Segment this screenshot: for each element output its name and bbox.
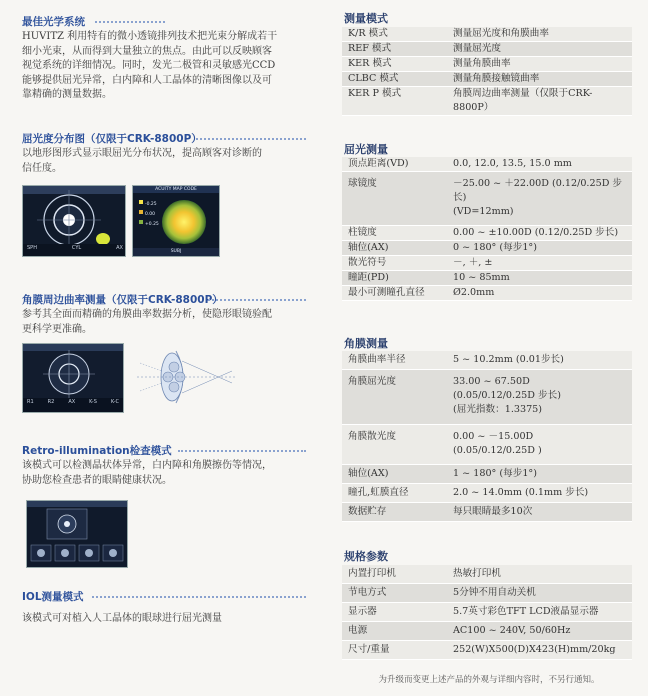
mode-table [342,27,632,116]
row-value: 0.0, 12.0, 13.5, 15.0 mm [447,157,632,172]
table-row [342,565,632,584]
section-title-acuity-map: 屈光度分布图（仅限于CRK-8800P） [22,133,202,145]
row-key: 内置打印机 [342,565,447,584]
row-key: 轴位(AX) [342,241,447,256]
row-key: 角膜曲率半径 [342,351,447,370]
row-key: REF 模式 [342,42,447,57]
table-row [342,256,632,271]
row-value: 测量屈光度和角膜曲率 [447,27,632,42]
screen-label: CYL [71,245,82,251]
table-row [342,57,632,72]
row-value: 5 ~ 10.2mm (0.01步长) [447,351,632,370]
row-value: 0.00 ~ ±10.00D (0.12/0.25D 步长) [447,226,632,241]
table-row [342,351,632,370]
section-text-optics: HUVITZ 利用特有的微小透镜排列技术把光束分解成若干 细小光束，从而得到大量独立的焦点。由此可以反映顾客 视觉系统的详细情况。同时，发光二极管和灵敏感光CCD 能够提供屈光异常，白内障和人工晶体的清晰图像以及可 靠精确的测量数据。 [22,31,278,100]
row-value: 测量角膜曲率 [447,57,632,72]
row-value: 10 ~ 85mm [447,271,632,286]
table-row [342,172,632,226]
screen-label: AX [116,245,123,251]
row-value: 角膜周边曲率测量（仅限于CRK-8800P） [447,87,632,116]
table-row [342,465,632,484]
row-value: 热敏打印机 [447,565,632,584]
row-key: KER 模式 [342,57,447,72]
row-value: 5分钟不用自动关机 [447,584,632,603]
retro-screen-image [26,500,128,568]
table-row [342,503,632,522]
right-column [330,0,648,696]
section-text-iol: 该模式可对植入人工晶体的眼球进行屈光测量 [22,613,222,624]
map-legend-value: -0.25 [145,202,157,207]
table-row [342,87,632,116]
row-value: 测量角膜接触镜曲率 [447,72,632,87]
table-title-cornea: 角膜测量 [344,337,388,350]
map-panel-title: ACUITY MAP CODE [155,187,197,192]
row-value: 2.0 ~ 14.0mm (0.1mm 步长) [447,484,632,503]
row-key: 最小可测瞳孔直径 [342,286,447,301]
acuity-map-image [132,185,220,257]
row-key: K/R 模式 [342,27,447,42]
title-dots [196,138,306,140]
row-key: 散光符号 [342,256,447,271]
row-value: 每只眼睛最多10次 [447,503,632,522]
table-row [342,226,632,241]
section-title-keratometry: 角膜周边曲率测量（仅限于CRK-8800P） [22,294,223,306]
row-value: 0.00 ~ －15.00D (0.05/0.12/0.25D ) [447,425,632,465]
screen-label: K-S [89,399,97,405]
screen-label: R1 [27,399,34,405]
table-row [342,157,632,172]
table-row [342,603,632,622]
footnote: 为升级而变更上述产品的外观与详细内容时，不另行通知。 [378,675,600,685]
table-row [342,622,632,641]
title-dots [178,450,306,452]
cornea-table [342,351,632,522]
row-key: 柱镜度 [342,226,447,241]
row-key: CLBC 模式 [342,72,447,87]
map-legend [145,200,159,230]
row-key: 显示器 [342,603,447,622]
row-key: 瞳距(PD) [342,271,447,286]
row-value: 252(W)X500(D)X423(H)mm/20kg [447,641,632,660]
map-panel-bottom: SUBJ [170,249,182,254]
table-row [342,271,632,286]
screen-label: AX [68,399,76,405]
row-key: KER P 模式 [342,87,447,116]
section-text-keratometry: 参考其全面而精确的角膜曲率数据分析，使隐形眼镜验配 更科学更准确。 [22,309,272,335]
refraction-table [342,157,632,301]
title-dots [95,21,165,23]
section-title-optics: 最佳光学系统 [22,16,85,28]
section-text-retro: 该模式可以检测晶状体异常，白内障和角膜擦伤等情况， 协助您检查患者的眼睛健康状况。 [22,460,272,486]
screen-label: SPH [27,245,37,251]
section-title-retro: Retro-illumination检查模式 [22,445,172,457]
table-row [342,42,632,57]
title-dots [92,596,306,598]
table-row [342,641,632,660]
section-text-acuity-map: 以地形图形式显示眼屈光分布状况，提高顾客对诊断的 信任度。 [22,148,262,174]
row-value: 测量屈光度 [447,42,632,57]
table-row [342,286,632,301]
refraction-screen-image [22,185,126,257]
table-row [342,370,632,425]
row-key: 角膜散光度 [342,425,447,465]
section-title-iol: IOL测量模式 [22,591,84,603]
row-key: 轴位(AX) [342,465,447,484]
row-value: 33.00 ~ 67.50D (0.05/0.12/0.25D 步长) (屈光指数：1.3375) [447,370,632,425]
table-row [342,425,632,465]
row-key: 瞳孔,虹膜直径 [342,484,447,503]
row-value: －, ＋, ± [447,256,632,271]
row-key: 尺寸/重量 [342,641,447,660]
keratometry-screen-image [22,343,124,413]
map-legend-value: +0.25 [145,222,159,227]
table-row [342,27,632,42]
table-title-refraction: 屈光测量 [344,143,388,156]
table-row [342,484,632,503]
row-key: 角膜屈光度 [342,370,447,425]
screen-label: R2 [47,399,55,405]
table-row [342,584,632,603]
row-key: 电源 [342,622,447,641]
table-title-mode: 测量模式 [344,12,388,25]
screen-label: K-C [110,399,119,405]
row-key: 顶点距离(VD) [342,157,447,172]
table-row [342,72,632,87]
row-value: 0 ~ 180° (每步1°) [447,241,632,256]
row-value: AC100 ~ 240V, 50/60Hz [447,622,632,641]
map-legend-value: 0.00 [145,212,156,217]
row-key: 节电方式 [342,584,447,603]
title-dots [208,299,306,301]
row-value: 1 ~ 180° (每步1°) [447,465,632,484]
table-row [342,241,632,256]
spec-table [342,565,632,660]
table-title-spec: 规格参数 [344,550,388,563]
row-value: －25.00 ~ ＋22.00D (0.12/0.25D 步长) (VD=12mm) [447,172,632,226]
row-value: Ø2.0mm [447,286,632,301]
row-key: 数据贮存 [342,503,447,522]
row-value: 5.7英寸彩色TFT LCD液晶显示器 [447,603,632,622]
row-key: 球镜度 [342,172,447,226]
cornea-diagram [132,343,240,411]
